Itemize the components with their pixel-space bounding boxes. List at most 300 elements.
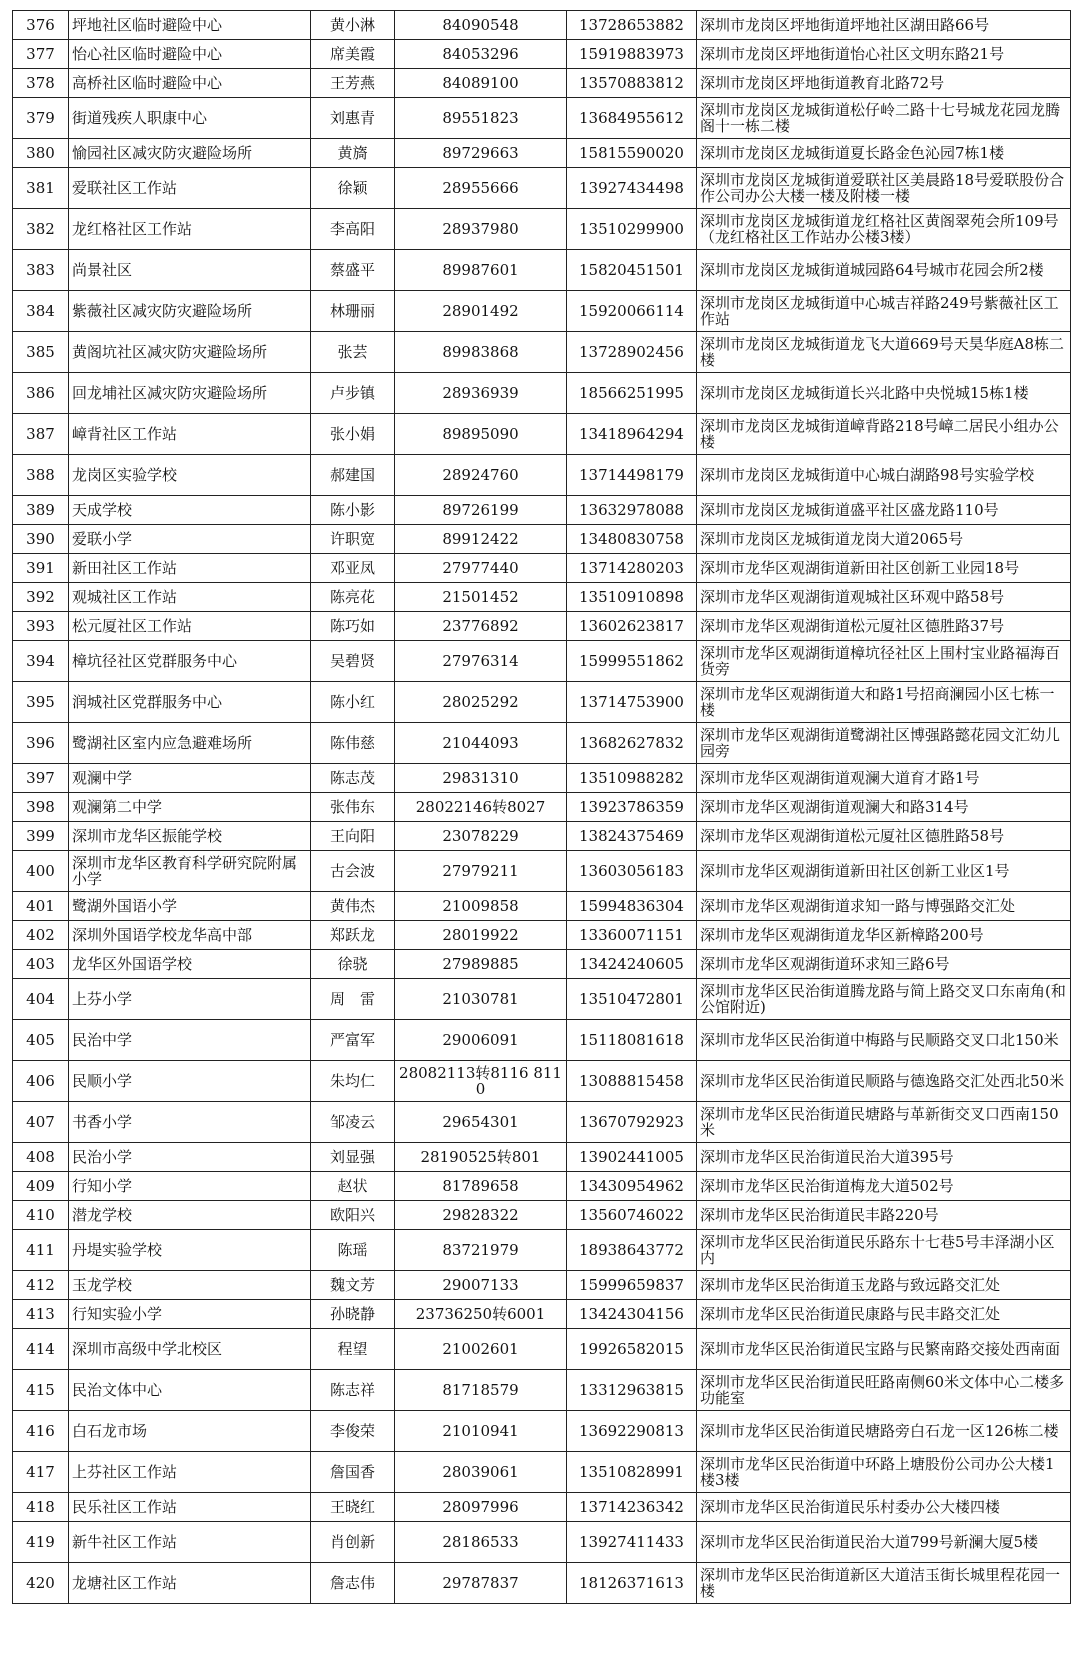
mobile-cell: 18938643772 [567,1230,697,1271]
row-number-cell: 380 [13,139,69,168]
address-cell: 深圳市龙华区民治街道腾龙路与简上路交叉口东南角(和公馆附近) [697,979,1071,1020]
site-name-cell: 龙塘社区工作站 [69,1563,311,1604]
table-row [13,1201,1071,1230]
mobile-cell: 13312963815 [567,1370,697,1411]
table-row [13,979,1071,1020]
mobile-cell: 15820451501 [567,250,697,291]
telephone-cell: 21501452 [395,583,567,612]
table-row [13,641,1071,682]
contact-person-cell: 欧阳兴 [311,1201,395,1230]
address-cell: 深圳市龙华区观湖街道鹭湖社区博强路懿花园文汇幼儿园旁 [697,723,1071,764]
telephone-cell: 28955666 [395,168,567,209]
row-number-cell: 397 [13,764,69,793]
address-cell: 深圳市龙华区观湖街道松元厦社区德胜路37号 [697,612,1071,641]
address-cell: 深圳市龙岗区坪地街道坪地社区湖田路66号 [697,11,1071,40]
table-row [13,1522,1071,1563]
contact-person-cell: 刘惠青 [311,98,395,139]
row-number-cell: 419 [13,1522,69,1563]
table-row [13,793,1071,822]
row-number-cell: 417 [13,1452,69,1493]
address-cell: 深圳市龙华区观湖街道求知一路与博强路交汇处 [697,892,1071,921]
telephone-cell: 89987601 [395,250,567,291]
site-name-cell: 龙华区外国语学校 [69,950,311,979]
telephone-cell: 81718579 [395,1370,567,1411]
telephone-cell: 23078229 [395,822,567,851]
address-cell: 深圳市龙华区民治街道民顺路与德逸路交汇处西北50米 [697,1061,1071,1102]
site-name-cell: 爱联社区工作站 [69,168,311,209]
row-number-cell: 415 [13,1370,69,1411]
site-name-cell: 观澜第二中学 [69,793,311,822]
contact-person-cell: 严富军 [311,1020,395,1061]
site-name-cell: 愉园社区减灾防灾避险场所 [69,139,311,168]
mobile-cell: 13927411433 [567,1522,697,1563]
row-number-cell: 382 [13,209,69,250]
site-name-cell: 民治文体中心 [69,1370,311,1411]
site-name-cell: 鹭湖外国语小学 [69,892,311,921]
row-number-cell: 410 [13,1201,69,1230]
contact-person-cell: 陈小红 [311,682,395,723]
row-number-cell: 383 [13,250,69,291]
address-cell: 深圳市龙华区民治街道民丰路220号 [697,1201,1071,1230]
address-cell: 深圳市龙华区观湖街道观澜大和路314号 [697,793,1071,822]
mobile-cell: 13560746022 [567,1201,697,1230]
table-row [13,764,1071,793]
telephone-cell: 28937980 [395,209,567,250]
table-row [13,822,1071,851]
contact-person-cell: 许职宽 [311,525,395,554]
row-number-cell: 381 [13,168,69,209]
address-cell: 深圳市龙华区观湖街道樟坑径社区上围村宝业路福海百货旁 [697,641,1071,682]
mobile-cell: 13510472801 [567,979,697,1020]
address-cell: 深圳市龙华区观湖街道龙华区新樟路200号 [697,921,1071,950]
telephone-cell: 89895090 [395,414,567,455]
mobile-cell: 13510299900 [567,209,697,250]
site-name-cell: 丹堤实验学校 [69,1230,311,1271]
contact-person-cell: 陈亮花 [311,583,395,612]
contact-person-cell: 詹国香 [311,1452,395,1493]
table-row [13,291,1071,332]
address-cell: 深圳市龙岗区龙城街道中心城白湖路98号实验学校 [697,455,1071,496]
address-cell: 深圳市龙华区观湖街道大和路1号招商澜园小区七栋一楼 [697,682,1071,723]
table-row [13,69,1071,98]
mobile-cell: 13682627832 [567,723,697,764]
table-row [13,1061,1071,1102]
contact-person-cell: 李俊荣 [311,1411,395,1452]
table-row [13,723,1071,764]
address-cell: 深圳市龙岗区龙城街道夏长路金色沁园7栋1楼 [697,139,1071,168]
contact-person-cell: 席美霞 [311,40,395,69]
mobile-cell: 13902441005 [567,1143,697,1172]
row-number-cell: 413 [13,1300,69,1329]
table-row [13,525,1071,554]
mobile-cell: 13424304156 [567,1300,697,1329]
table-row [13,98,1071,139]
contact-person-cell: 王晓红 [311,1493,395,1522]
address-cell: 深圳市龙华区观湖街道松元厦社区德胜路58号 [697,822,1071,851]
site-name-cell: 行知小学 [69,1172,311,1201]
telephone-cell: 29831310 [395,764,567,793]
telephone-cell: 27989885 [395,950,567,979]
row-number-cell: 387 [13,414,69,455]
telephone-cell: 89729663 [395,139,567,168]
site-name-cell: 嶂背社区工作站 [69,414,311,455]
row-number-cell: 398 [13,793,69,822]
mobile-cell: 13602623817 [567,612,697,641]
table-row [13,414,1071,455]
telephone-cell: 21009858 [395,892,567,921]
telephone-cell: 27977440 [395,554,567,583]
contact-person-cell: 周 雷 [311,979,395,1020]
address-cell: 深圳市龙华区民治街道中环路上塘股份公司办公大楼1楼3楼 [697,1452,1071,1493]
site-name-cell: 上芬小学 [69,979,311,1020]
row-number-cell: 395 [13,682,69,723]
mobile-cell: 13670792923 [567,1102,697,1143]
address-cell: 深圳市龙岗区龙城街道中心城吉祥路249号紫薇社区工作站 [697,291,1071,332]
telephone-cell: 28190525转801 [395,1143,567,1172]
table-row [13,1300,1071,1329]
address-cell: 深圳市龙华区观湖街道新田社区创新工业园18号 [697,554,1071,583]
telephone-cell: 29787837 [395,1563,567,1604]
site-name-cell: 民治小学 [69,1143,311,1172]
address-cell: 深圳市龙岗区龙城街道长兴北路中央悦城15栋1楼 [697,373,1071,414]
table-row [13,209,1071,250]
row-number-cell: 396 [13,723,69,764]
row-number-cell: 414 [13,1329,69,1370]
contact-person-cell: 陈瑶 [311,1230,395,1271]
telephone-cell: 28039061 [395,1452,567,1493]
row-number-cell: 412 [13,1271,69,1300]
row-number-cell: 393 [13,612,69,641]
site-name-cell: 潜龙学校 [69,1201,311,1230]
contact-person-cell: 陈志茂 [311,764,395,793]
table-row [13,11,1071,40]
contact-person-cell: 邓亚凤 [311,554,395,583]
table-row [13,139,1071,168]
row-number-cell: 377 [13,40,69,69]
contact-person-cell: 王向阳 [311,822,395,851]
address-cell: 深圳市龙华区民治街道民塘路与革新街交叉口西南150米 [697,1102,1071,1143]
telephone-cell: 21002601 [395,1329,567,1370]
site-name-cell: 新田社区工作站 [69,554,311,583]
address-cell: 深圳市龙岗区龙城街道龙岗大道2065号 [697,525,1071,554]
table-row [13,950,1071,979]
site-name-cell: 上芬社区工作站 [69,1452,311,1493]
table-row [13,1329,1071,1370]
address-cell: 深圳市龙岗区龙城街道城园路64号城市花园会所2楼 [697,250,1071,291]
contact-person-cell: 陈小影 [311,496,395,525]
table-row [13,892,1071,921]
mobile-cell: 13714236342 [567,1493,697,1522]
telephone-cell: 81789658 [395,1172,567,1201]
row-number-cell: 406 [13,1061,69,1102]
site-name-cell: 怡心社区临时避险中心 [69,40,311,69]
row-number-cell: 388 [13,455,69,496]
table-row [13,1172,1071,1201]
row-number-cell: 391 [13,554,69,583]
row-number-cell: 404 [13,979,69,1020]
site-name-cell: 鹭湖社区室内应急避难场所 [69,723,311,764]
contact-person-cell: 刘显强 [311,1143,395,1172]
mobile-cell: 13927434498 [567,168,697,209]
address-cell: 深圳市龙岗区坪地街道教育北路72号 [697,69,1071,98]
row-number-cell: 399 [13,822,69,851]
contact-person-cell: 徐骁 [311,950,395,979]
contact-person-cell: 张芸 [311,332,395,373]
contact-person-cell: 张小娟 [311,414,395,455]
mobile-cell: 13430954962 [567,1172,697,1201]
contact-person-cell: 李高阳 [311,209,395,250]
row-number-cell: 400 [13,851,69,892]
mobile-cell: 15994836304 [567,892,697,921]
table-row [13,1493,1071,1522]
table-row [13,1370,1071,1411]
site-name-cell: 民乐社区工作站 [69,1493,311,1522]
row-number-cell: 408 [13,1143,69,1172]
contact-person-cell: 古会波 [311,851,395,892]
telephone-cell: 84089100 [395,69,567,98]
address-cell: 深圳市龙华区民治街道梅龙大道502号 [697,1172,1071,1201]
site-name-cell: 街道残疾人职康中心 [69,98,311,139]
mobile-cell: 13824375469 [567,822,697,851]
mobile-cell: 13510828991 [567,1452,697,1493]
address-cell: 深圳市龙华区民治街道民旺路南侧60米文体中心二楼多功能室 [697,1370,1071,1411]
table-row [13,168,1071,209]
site-name-cell: 龙岗区实验学校 [69,455,311,496]
contact-person-cell: 王芳燕 [311,69,395,98]
row-number-cell: 401 [13,892,69,921]
site-name-cell: 书香小学 [69,1102,311,1143]
row-number-cell: 405 [13,1020,69,1061]
site-name-cell: 民治中学 [69,1020,311,1061]
telephone-cell: 23776892 [395,612,567,641]
telephone-cell: 28097996 [395,1493,567,1522]
row-number-cell: 390 [13,525,69,554]
contact-person-cell: 黄小淋 [311,11,395,40]
site-name-cell: 回龙埔社区减灾防灾避险场所 [69,373,311,414]
row-number-cell: 379 [13,98,69,139]
contact-person-cell: 蔡盛平 [311,250,395,291]
mobile-cell: 13480830758 [567,525,697,554]
mobile-cell: 15815590020 [567,139,697,168]
mobile-cell: 13418964294 [567,414,697,455]
mobile-cell: 15920066114 [567,291,697,332]
row-number-cell: 394 [13,641,69,682]
row-number-cell: 409 [13,1172,69,1201]
table-row [13,1143,1071,1172]
contact-person-cell: 陈志祥 [311,1370,395,1411]
table-row [13,1020,1071,1061]
address-cell: 深圳市龙华区民治街道民康路与民丰路交汇处 [697,1300,1071,1329]
telephone-cell: 28901492 [395,291,567,332]
site-name-cell: 润城社区党群服务中心 [69,682,311,723]
mobile-cell: 13714498179 [567,455,697,496]
address-cell: 深圳市龙华区民治街道民乐村委办公大楼四楼 [697,1493,1071,1522]
table-row [13,682,1071,723]
contact-person-cell: 魏文芳 [311,1271,395,1300]
address-cell: 深圳市龙华区民治街道玉龙路与致远路交汇处 [697,1271,1071,1300]
site-name-cell: 坪地社区临时避险中心 [69,11,311,40]
site-name-cell: 天成学校 [69,496,311,525]
site-name-cell: 观城社区工作站 [69,583,311,612]
contact-person-cell: 孙晓静 [311,1300,395,1329]
row-number-cell: 378 [13,69,69,98]
table-row [13,1230,1071,1271]
telephone-cell: 84090548 [395,11,567,40]
site-name-cell: 龙红格社区工作站 [69,209,311,250]
address-cell: 深圳市龙岗区坪地街道怡心社区文明东路21号 [697,40,1071,69]
mobile-cell: 13692290813 [567,1411,697,1452]
address-cell: 深圳市龙岗区龙城街道龙红格社区黄阁翠苑会所109号（龙红格社区工作站办公楼3楼） [697,209,1071,250]
contact-person-cell: 卢步镇 [311,373,395,414]
mobile-cell: 15118081618 [567,1020,697,1061]
telephone-cell: 28025292 [395,682,567,723]
table-row [13,583,1071,612]
table-row [13,496,1071,525]
table-row [13,1411,1071,1452]
shelter-contact-table [12,10,1071,1604]
telephone-cell: 29006091 [395,1020,567,1061]
contact-person-cell: 吴碧贤 [311,641,395,682]
mobile-cell: 13728653882 [567,11,697,40]
address-cell: 深圳市龙华区观湖街道观澜大道育才路1号 [697,764,1071,793]
address-cell: 深圳市龙岗区龙城街道龙飞大道669号天昊华庭A8栋二楼 [697,332,1071,373]
address-cell: 深圳市龙岗区龙城街道爱联社区美晨路18号爱联股份合作公司办公大楼一楼及附楼一楼 [697,168,1071,209]
address-cell: 深圳市龙华区观湖街道观城社区环观中路58号 [697,583,1071,612]
mobile-cell: 13728902456 [567,332,697,373]
telephone-cell: 89726199 [395,496,567,525]
mobile-cell: 13088815458 [567,1061,697,1102]
site-name-cell: 行知实验小学 [69,1300,311,1329]
telephone-cell: 29007133 [395,1271,567,1300]
row-number-cell: 402 [13,921,69,950]
table-row [13,921,1071,950]
mobile-cell: 13603056183 [567,851,697,892]
telephone-cell: 89983868 [395,332,567,373]
address-cell: 深圳市龙华区民治街道中梅路与民顺路交叉口北150米 [697,1020,1071,1061]
telephone-cell: 21010941 [395,1411,567,1452]
row-number-cell: 403 [13,950,69,979]
mobile-cell: 18566251995 [567,373,697,414]
contact-person-cell: 赵状 [311,1172,395,1201]
table-row [13,1102,1071,1143]
contact-person-cell: 陈伟慈 [311,723,395,764]
mobile-cell: 15999551862 [567,641,697,682]
address-cell: 深圳市龙华区民治街道民塘路旁白石龙一区126栋二楼 [697,1411,1071,1452]
site-name-cell: 爱联小学 [69,525,311,554]
row-number-cell: 384 [13,291,69,332]
address-cell: 深圳市龙岗区龙城街道盛平社区盛龙路110号 [697,496,1071,525]
table-row [13,612,1071,641]
telephone-cell: 28082113转8116 8110 [395,1061,567,1102]
telephone-cell: 21030781 [395,979,567,1020]
mobile-cell: 13714280203 [567,554,697,583]
mobile-cell: 13570883812 [567,69,697,98]
mobile-cell: 13923786359 [567,793,697,822]
address-cell: 深圳市龙华区观湖街道新田社区创新工业区1号 [697,851,1071,892]
site-name-cell: 深圳市高级中学北校区 [69,1329,311,1370]
telephone-cell: 23736250转6001 [395,1300,567,1329]
site-name-cell: 黄阁坑社区减灾防灾避险场所 [69,332,311,373]
contact-person-cell: 张伟东 [311,793,395,822]
row-number-cell: 420 [13,1563,69,1604]
telephone-cell: 28186533 [395,1522,567,1563]
site-name-cell: 民顺小学 [69,1061,311,1102]
mobile-cell: 13632978088 [567,496,697,525]
contact-person-cell: 郝建国 [311,455,395,496]
contact-person-cell: 邹凌云 [311,1102,395,1143]
mobile-cell: 13360071151 [567,921,697,950]
contact-person-cell: 肖创新 [311,1522,395,1563]
site-name-cell: 高桥社区临时避险中心 [69,69,311,98]
row-number-cell: 385 [13,332,69,373]
mobile-cell: 13510988282 [567,764,697,793]
row-number-cell: 411 [13,1230,69,1271]
address-cell: 深圳市龙华区民治街道民宝路与民繁南路交接处西南面 [697,1329,1071,1370]
contact-person-cell: 林珊丽 [311,291,395,332]
telephone-cell: 84053296 [395,40,567,69]
table-row [13,40,1071,69]
contact-person-cell: 郑跃龙 [311,921,395,950]
table-row [13,1271,1071,1300]
table-body [13,11,1071,1604]
row-number-cell: 392 [13,583,69,612]
site-name-cell: 观澜中学 [69,764,311,793]
address-cell: 深圳市龙岗区龙城街道松仔岭二路十七号城龙花园龙腾阁十一栋二楼 [697,98,1071,139]
site-name-cell: 松元厦社区工作站 [69,612,311,641]
mobile-cell: 13424240605 [567,950,697,979]
address-cell: 深圳市龙华区民治街道民治大道395号 [697,1143,1071,1172]
row-number-cell: 376 [13,11,69,40]
telephone-cell: 28019922 [395,921,567,950]
telephone-cell: 27976314 [395,641,567,682]
address-cell: 深圳市龙华区民治街道新区大道洁玉街长城里程花园一楼 [697,1563,1071,1604]
site-name-cell: 深圳市龙华区教育科学研究院附属小学 [69,851,311,892]
address-cell: 深圳市龙华区民治街道民乐路东十七巷5号丰泽湖小区内 [697,1230,1071,1271]
mobile-cell: 15999659837 [567,1271,697,1300]
mobile-cell: 19926582015 [567,1329,697,1370]
telephone-cell: 83721979 [395,1230,567,1271]
site-name-cell: 尚景社区 [69,250,311,291]
table-row [13,851,1071,892]
telephone-cell: 27979211 [395,851,567,892]
telephone-cell: 28022146转8027 [395,793,567,822]
site-name-cell: 深圳市龙华区振能学校 [69,822,311,851]
address-cell: 深圳市龙华区观湖街道环求知三路6号 [697,950,1071,979]
table-row [13,1452,1071,1493]
site-name-cell: 白石龙市场 [69,1411,311,1452]
telephone-cell: 29828322 [395,1201,567,1230]
mobile-cell: 15919883973 [567,40,697,69]
mobile-cell: 18126371613 [567,1563,697,1604]
table-row [13,332,1071,373]
telephone-cell: 89551823 [395,98,567,139]
contact-person-cell: 徐颖 [311,168,395,209]
site-name-cell: 深圳外国语学校龙华高中部 [69,921,311,950]
row-number-cell: 416 [13,1411,69,1452]
row-number-cell: 407 [13,1102,69,1143]
table-row [13,250,1071,291]
mobile-cell: 13684955612 [567,98,697,139]
row-number-cell: 386 [13,373,69,414]
address-cell: 深圳市龙岗区龙城街道嶂背路218号嶂二居民小组办公楼 [697,414,1071,455]
site-name-cell: 玉龙学校 [69,1271,311,1300]
contact-person-cell: 陈巧如 [311,612,395,641]
telephone-cell: 21044093 [395,723,567,764]
mobile-cell: 13510910898 [567,583,697,612]
contact-person-cell: 詹志伟 [311,1563,395,1604]
mobile-cell: 13714753900 [567,682,697,723]
site-name-cell: 紫薇社区减灾防灾避险场所 [69,291,311,332]
